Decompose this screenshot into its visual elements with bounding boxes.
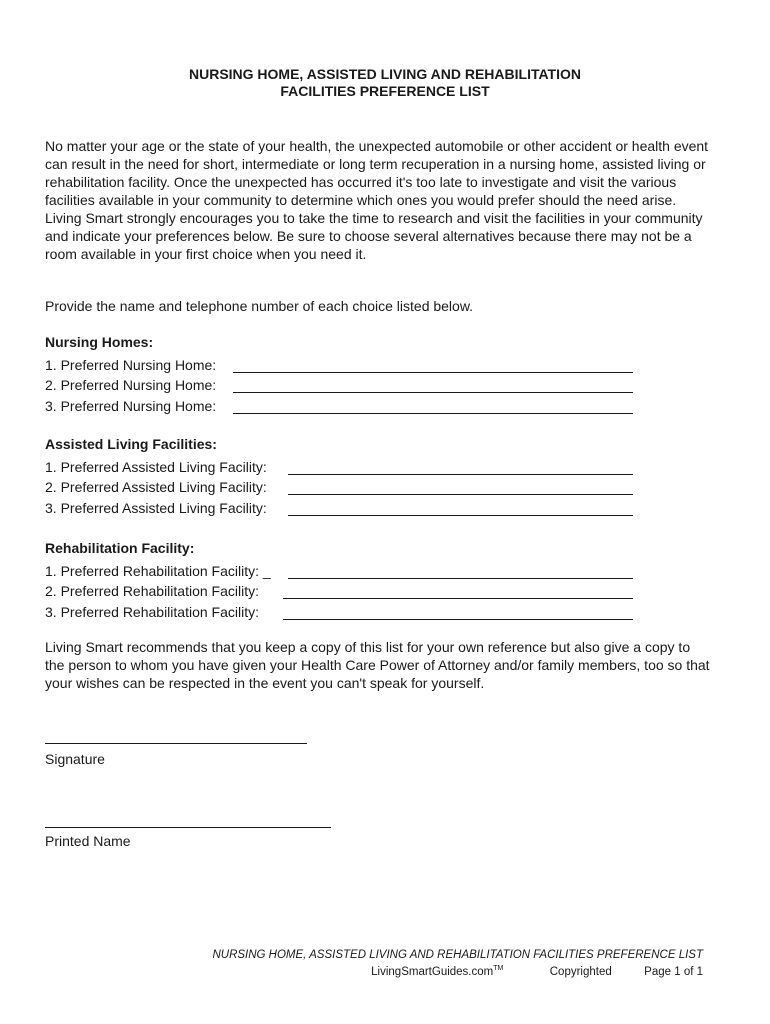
preference-label: 1. Preferred Nursing Home: (45, 356, 217, 373)
section-heading: Rehabilitation Facility: (45, 540, 195, 556)
footer-title: NURSING HOME, ASSISTED LIVING AND REHABILITATION FACILITIES PREFERENCE LIST (212, 949, 703, 961)
preference-label: 1. Preferred Rehabilitation Facility: _ (45, 562, 271, 579)
section-assisted-living (45, 434, 645, 516)
title-line-2: FACILITIES PREFERENCE LIST (280, 83, 490, 99)
footer-copyright: Copyrighted (549, 966, 612, 978)
preference-row (45, 475, 645, 496)
signature-line[interactable] (45, 742, 307, 744)
printed-name-label: Printed Name (45, 833, 131, 849)
rehabilitation-1-field[interactable] (288, 564, 633, 579)
document-title (0, 66, 770, 100)
rehabilitation-2-field[interactable] (283, 584, 633, 599)
preference-row (45, 599, 645, 620)
footer-info (150, 962, 703, 979)
preference-row (45, 579, 645, 600)
preference-label: 3. Preferred Rehabilitation Facility: (45, 603, 259, 620)
rehabilitation-3-field[interactable] (283, 605, 633, 620)
printed-name-line[interactable] (45, 826, 331, 828)
preference-label: 2. Preferred Nursing Home: (45, 377, 217, 393)
section-heading: Nursing Homes: (45, 334, 154, 350)
assisted-living-1-field[interactable] (288, 460, 633, 475)
footer-site-text: LivingSmartGuides.com (371, 966, 494, 978)
preference-row (45, 373, 645, 394)
nursing-home-3-field[interactable] (233, 399, 633, 414)
preference-label: 2. Preferred Assisted Living Facility: (45, 479, 267, 495)
instruction-text: Provide the name and telephone number of each choice listed below. (45, 298, 474, 314)
page-footer (150, 948, 703, 979)
title-line-1: NURSING HOME, ASSISTED LIVING AND REHABILITATION (188, 66, 581, 82)
assisted-living-3-field[interactable] (288, 501, 633, 516)
section-nursing-homes (45, 332, 645, 414)
footer-site (371, 962, 503, 979)
nursing-home-1-field[interactable] (233, 358, 633, 373)
preference-row (45, 495, 645, 516)
section-heading: Assisted Living Facilities: (45, 436, 217, 452)
assisted-living-2-field[interactable] (288, 480, 633, 495)
footer-page-number: Page 1 of 1 (644, 966, 703, 978)
section-rehabilitation (45, 538, 645, 620)
preference-row (45, 558, 645, 579)
closing-paragraph: Living Smart recommends that you keep a copy of this list for your own reference but also give a copy to the person to whom you have given your Health Care Power of Attorney and/or family members, too so that your wishes can be respected in the event you can't speak for yourself. (45, 639, 710, 691)
preference-label: 3. Preferred Assisted Living Facility: (45, 499, 267, 516)
preference-row (45, 454, 645, 475)
preference-label: 2. Preferred Rehabilitation Facility: (45, 583, 259, 599)
signature-label: Signature (45, 751, 105, 767)
intro-paragraph: No matter your age or the state of your health, the unexpected automobile or other accident or health event can result in the need for short, intermediate or long term recuperation in a nursing home, assisted living or rehabilitation facility. Once the unexpected has occurred it's too late to investigate and visit the various facilities available in your community to determine which ones you would prefer should the need arise. Living Smart strongly encourages you to take the time to research and visit the facilities in your community and indicate your preferences below. Be sure to choose several alternatives because there may not be a room available in your first choice when you need it. (45, 138, 709, 262)
trademark-mark: TM (493, 965, 504, 972)
preference-label: 3. Preferred Nursing Home: (45, 397, 217, 414)
nursing-home-2-field[interactable] (233, 378, 633, 393)
preference-label: 1. Preferred Assisted Living Facility: (45, 458, 267, 475)
preference-row (45, 393, 645, 414)
preference-row (45, 352, 645, 373)
